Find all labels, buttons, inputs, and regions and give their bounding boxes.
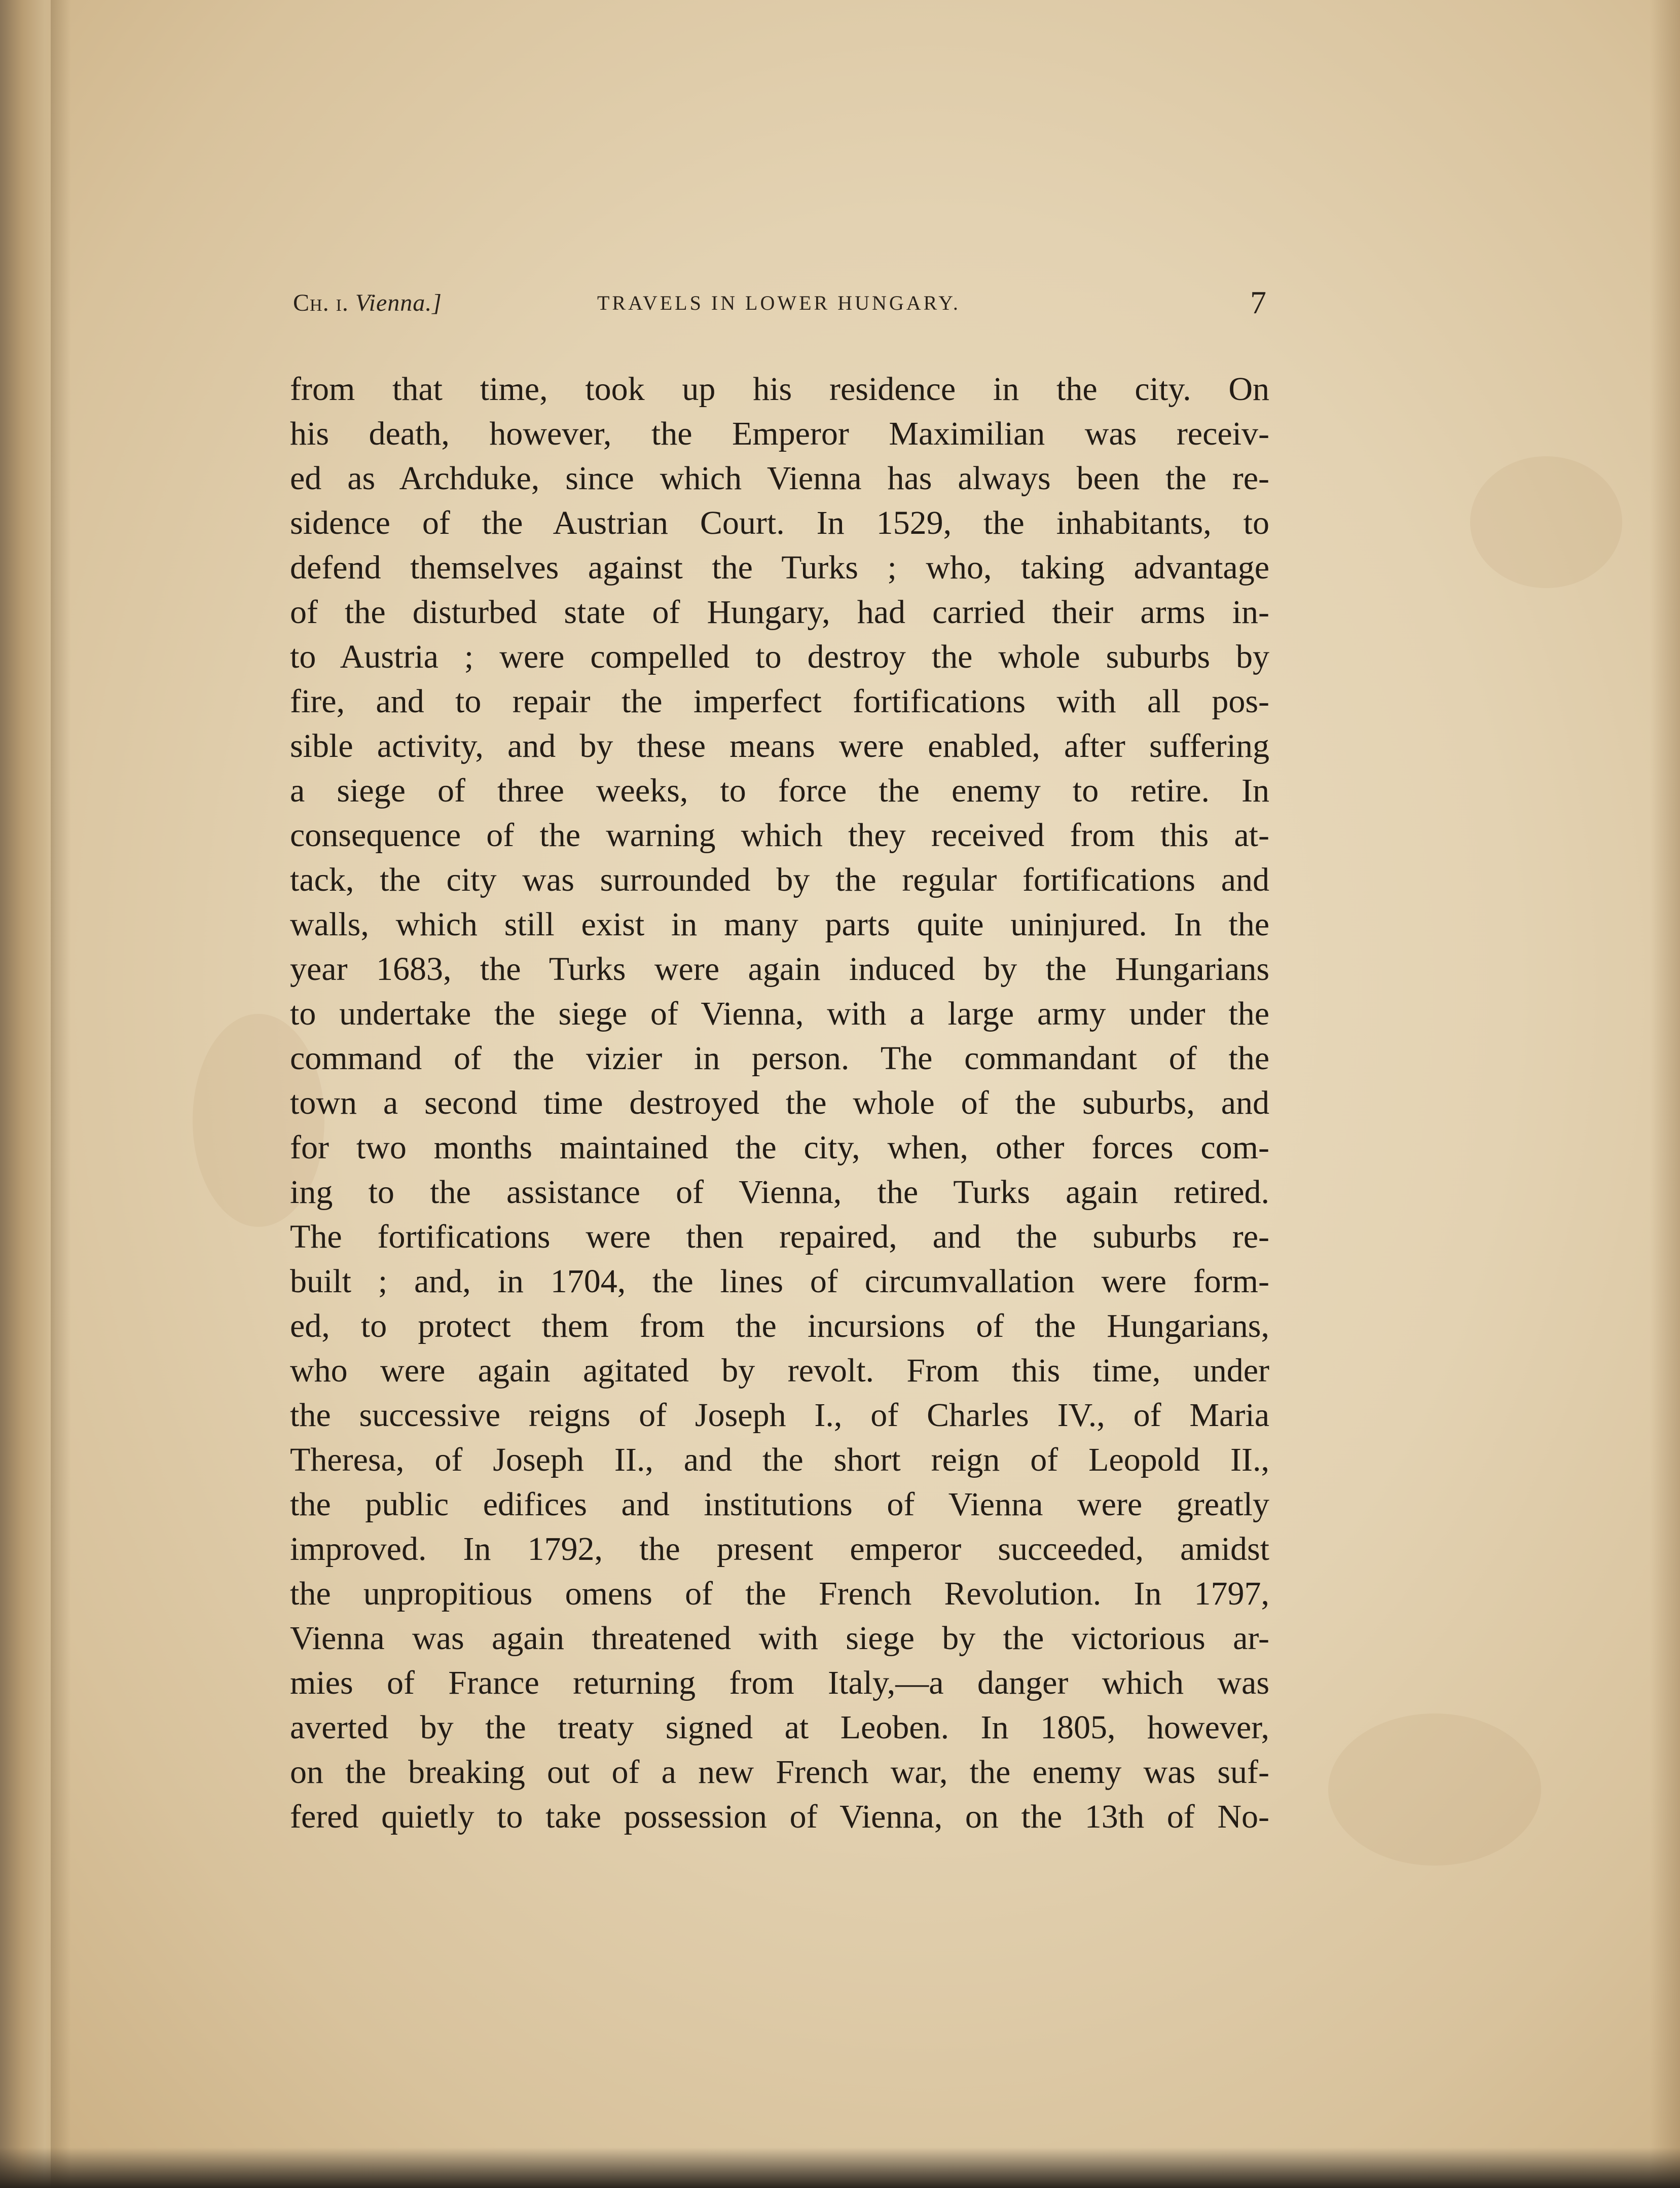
page-edge-right — [1650, 0, 1680, 2188]
text-line: mies of France returning from Italy,—a danger which was — [290, 1664, 1269, 1701]
text-line: improved. In 1792, the present emperor succeeded, amidst — [290, 1530, 1269, 1567]
paper-stain — [1328, 1713, 1541, 1866]
text-line: sidence of the Austrian Court. In 1529, the inhabitants, to — [290, 504, 1269, 541]
page-gutter — [0, 0, 56, 2188]
text-line: Theresa, of Joseph II., and the short reign of Leopold II., — [290, 1441, 1269, 1478]
text-line: a siege of three weeks, to force the enemy to retire. In — [290, 772, 1269, 809]
text-line: the public edifices and institutions of Vienna were greatly — [290, 1486, 1269, 1523]
text-line: for two months maintained the city, when, other forces com- — [290, 1129, 1269, 1166]
text-line: to undertake the siege of Vienna, with a large army under the — [290, 995, 1269, 1032]
text-line: command of the vizier in person. The commandant of the — [290, 1040, 1269, 1077]
text-line: who were again agitated by revolt. From this time, under — [290, 1352, 1269, 1389]
text-line: town a second time destroyed the whole of the suburbs, and — [290, 1084, 1269, 1121]
running-header — [293, 284, 1266, 324]
text-line: built ; and, in 1704, the lines of circumvallation were form- — [290, 1263, 1269, 1300]
paper-stain — [1470, 456, 1622, 588]
page-number: 7 — [1250, 284, 1266, 320]
text-line: tack, the city was surrounded by the regular fortifications and — [290, 861, 1269, 898]
section-label: Vienna.] — [355, 289, 442, 316]
text-line: ing to the assistance of Vienna, the Turks again retired. — [290, 1174, 1269, 1211]
text-line: Vienna was again threatened with siege by the victorious ar- — [290, 1620, 1269, 1657]
text-line: the successive reigns of Joseph I., of Charles IV., of Maria — [290, 1397, 1269, 1434]
running-title: TRAVELS IN LOWER HUNGARY. — [597, 291, 961, 314]
text-line: The fortifications were then repaired, and the suburbs re- — [290, 1218, 1269, 1255]
gutter-shadow — [51, 0, 71, 2188]
text-line: defend themselves against the Turks ; who, taking advantage — [290, 549, 1269, 586]
text-line: fire, and to repair the imperfect fortifications with all pos- — [290, 683, 1269, 720]
body-text — [290, 367, 1269, 1839]
text-line: to Austria ; were compelled to destroy the whole suburbs by — [290, 638, 1269, 675]
text-line: ed, to protect them from the incursions of the Hungarians, — [290, 1307, 1269, 1344]
text-line: on the breaking out of a new French war, the enemy was suf- — [290, 1754, 1269, 1791]
text-line: year 1683, the Turks were again induced by the Hungarians — [290, 951, 1269, 988]
text-line: walls, which still exist in many parts quite uninjured. In the — [290, 906, 1269, 943]
text-line: ed as Archduke, since which Vienna has always been the re- — [290, 460, 1269, 497]
text-line: consequence of the warning which they received from this at- — [290, 817, 1269, 854]
text-line: fered quietly to take possession of Vienna, on the 13th of No- — [290, 1798, 1269, 1835]
text-line: sible activity, and by these means were enabled, after suffering — [290, 727, 1269, 764]
text-line: the unpropitious omens of the French Revolution. In 1797, — [290, 1575, 1269, 1612]
text-line: of the disturbed state of Hungary, had carried their arms in- — [290, 594, 1269, 631]
chapter-label: Ch. i. — [293, 289, 349, 316]
page-edge-bottom — [0, 2147, 1680, 2188]
text-line: from that time, took up his residence in the city. On — [290, 371, 1269, 408]
text-line: averted by the treaty signed at Leoben. In 1805, however, — [290, 1709, 1269, 1746]
chapter-reference — [293, 289, 442, 317]
text-line: his death, however, the Emperor Maximilian was receiv- — [290, 415, 1269, 452]
